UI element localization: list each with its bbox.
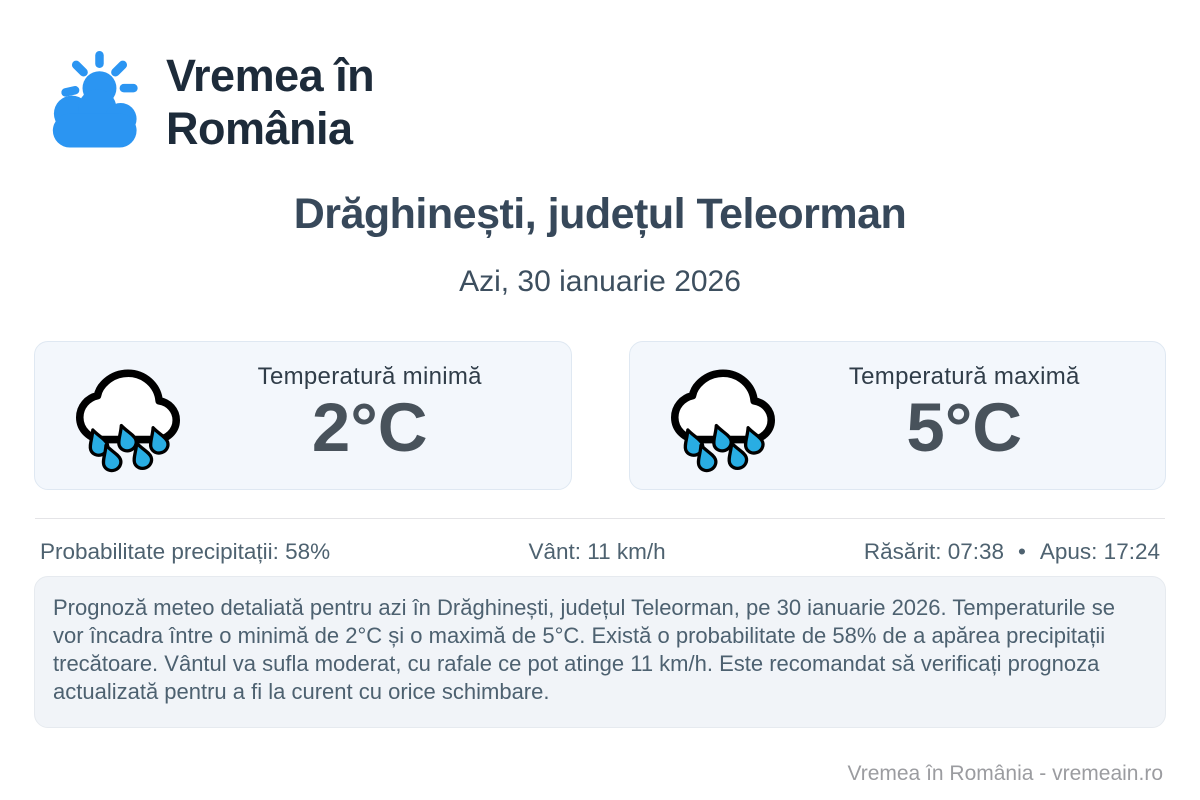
page-date: Azi, 30 ianuarie 2026: [459, 265, 741, 298]
stats-row: [40, 539, 1160, 565]
min-temperature-value: 2°C: [311, 389, 428, 467]
stats-divider: [35, 518, 1165, 519]
logo-line-2: România: [166, 103, 353, 154]
min-temperature-label: Temperatură minimă: [257, 363, 482, 391]
page-title: Drăghinești, județul Teleorman: [293, 190, 907, 238]
rain-cloud-icon: [662, 359, 784, 473]
min-temperature-text: [189, 363, 551, 467]
sun-times-stat: [864, 539, 1160, 565]
sunset-stat: Apus: 17:24: [1039, 539, 1160, 564]
min-temperature-card: [34, 341, 572, 490]
sunrise-stat: Răsărit: 07:38: [863, 539, 1004, 564]
max-temperature-card: [629, 341, 1167, 490]
precipitation-stat: Probabilitate precipitații: 58%: [40, 539, 331, 564]
forecast-text: Prognoză meteo detaliată pentru azi în Drăghinești, județul Teleorman, pe 30 ianuarie 2026. Temperaturile se vor încadra între o minimă de 2°C și o maximă de 5°C. Există o probabilitate de 58% de a apărea precipitații trecătoare. Vântul va sufla moderat, cu rafale ce pot atinge 11 km/h. Este recomandat să verificați prognoza actualizată pentru a fi la curent cu orice schimbare.: [53, 595, 1115, 704]
footer-credit: Vremea în România - vremeain.ro: [847, 762, 1163, 785]
max-temperature-value: 5°C: [906, 389, 1023, 467]
logo-line-1: Vremea în: [166, 50, 375, 102]
max-temperature-label: Temperatură maximă: [848, 363, 1080, 391]
temperature-cards: [34, 341, 1166, 490]
forecast-panel: [34, 576, 1166, 728]
site-logo-text: [166, 50, 374, 155]
max-temperature-text: [784, 363, 1146, 467]
wind-stat: Vânt: 11 km/h: [528, 539, 666, 564]
site-logo[interactable]: [38, 50, 374, 156]
rain-cloud-icon: [67, 359, 189, 473]
bullet-separator: •: [1018, 539, 1026, 564]
sun-behind-cloud-icon: [38, 50, 144, 156]
